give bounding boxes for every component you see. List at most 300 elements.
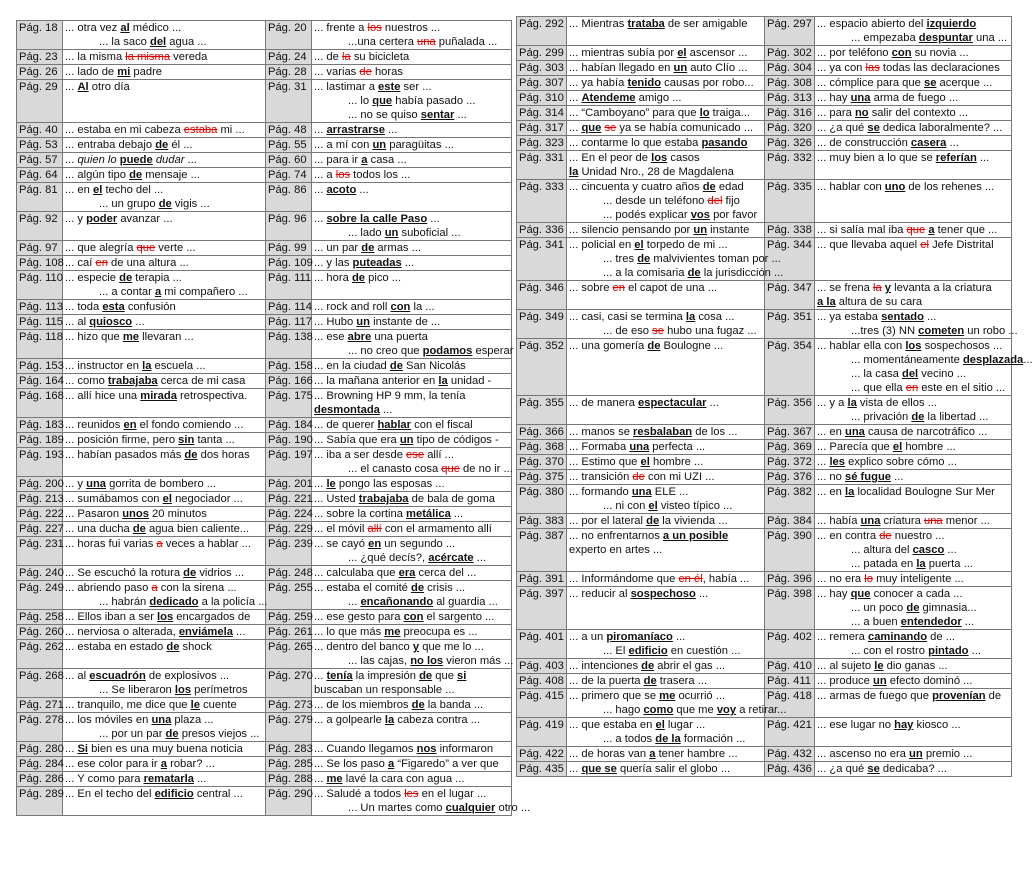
corrected-word: de bbox=[166, 641, 180, 653]
errata-line: ... Informándome que en él, había ... bbox=[569, 573, 750, 585]
corrected-word: un bbox=[673, 62, 688, 74]
errata-row bbox=[517, 485, 1012, 514]
deleted-word: se bbox=[652, 325, 664, 337]
errata-text bbox=[63, 625, 266, 640]
errata-text bbox=[815, 659, 1012, 674]
errata-row bbox=[517, 180, 1012, 223]
corrected-word: este bbox=[378, 81, 401, 93]
errata-row bbox=[17, 153, 512, 168]
corrected-word: esta bbox=[102, 301, 125, 313]
errata-line: ... ya había tenido causas por robo... bbox=[569, 77, 754, 89]
page-ref: Pág. 369 bbox=[765, 440, 815, 455]
corrected-word: edificio bbox=[154, 788, 194, 800]
errata-text bbox=[815, 121, 1012, 136]
page-ref: Pág. 396 bbox=[765, 572, 815, 587]
corrected-word: a bbox=[154, 286, 162, 298]
errata-text bbox=[63, 507, 266, 522]
corrected-word: puede bbox=[119, 154, 153, 166]
errata-text bbox=[63, 80, 266, 123]
errata-line: ... la casa del vecino ... bbox=[851, 368, 967, 380]
errata-line: ... ese gesto para con el sargento ... bbox=[314, 611, 495, 623]
corrected-word: de bbox=[158, 198, 172, 210]
page-ref: Pág. 332 bbox=[765, 151, 815, 180]
errata-text bbox=[63, 183, 266, 212]
deleted-word: las bbox=[865, 62, 880, 74]
errata-text bbox=[815, 529, 1012, 572]
errata-text bbox=[312, 581, 512, 610]
errata-text bbox=[815, 281, 1012, 310]
page-ref: Pág. 24 bbox=[266, 50, 312, 65]
deleted-word: de bbox=[879, 530, 892, 542]
corrected-word: la bbox=[569, 166, 579, 178]
page-ref: Pág. 114 bbox=[266, 300, 312, 315]
page-ref: Pág. 29 bbox=[17, 80, 63, 123]
errata-row bbox=[17, 566, 512, 581]
errata-text bbox=[567, 106, 765, 121]
errata-line: ... Un martes como cualquier otro ... bbox=[348, 802, 531, 814]
errata-line: ... Atendeme amigo ... bbox=[569, 92, 682, 104]
errata-text bbox=[63, 168, 266, 183]
errata-line: ... me lavé la cara con agua ... bbox=[314, 773, 465, 785]
errata-text bbox=[567, 630, 765, 659]
errata-text bbox=[63, 669, 266, 698]
errata-line: ... el móvil allí con el armamento allí bbox=[314, 523, 492, 535]
errata-text bbox=[312, 742, 512, 757]
page-ref: Pág. 222 bbox=[17, 507, 63, 522]
errata-text bbox=[312, 448, 512, 477]
page-ref: Pág. 303 bbox=[517, 61, 567, 76]
errata-row bbox=[17, 256, 512, 271]
errata-text bbox=[312, 507, 512, 522]
corrected-word: sé fugue bbox=[845, 471, 892, 483]
errata-text bbox=[567, 91, 765, 106]
errata-row bbox=[17, 80, 512, 123]
page-ref: Pág. 313 bbox=[765, 91, 815, 106]
errata-line: ... sumábamos con el negociador ... bbox=[65, 493, 243, 505]
corrected-word: los bbox=[157, 611, 174, 623]
corrected-word: una bbox=[86, 478, 107, 490]
corrected-word: abre bbox=[347, 331, 372, 343]
errata-line: ... se cayó en un segundo ... bbox=[314, 538, 456, 550]
corrected-word: de bbox=[687, 267, 701, 279]
errata-text bbox=[567, 587, 765, 630]
errata-text bbox=[312, 256, 512, 271]
corrected-word: hablar bbox=[377, 419, 412, 431]
errata-line: ... lado de mi padre bbox=[65, 66, 163, 78]
deleted-word: allí bbox=[367, 523, 382, 535]
errata-row bbox=[517, 106, 1012, 121]
errata-line: ... Hubo un instante de ... bbox=[314, 316, 441, 328]
errata-line: ... hora de pico ... bbox=[314, 272, 402, 284]
page-ref: Pág. 432 bbox=[765, 747, 815, 762]
page-ref: Pág. 239 bbox=[266, 537, 312, 566]
errata-row bbox=[17, 625, 512, 640]
errata-line: ... abriendo paso a con la sirena ... bbox=[65, 582, 237, 594]
page-ref: Pág. 229 bbox=[266, 522, 312, 537]
errata-text bbox=[312, 271, 512, 300]
corrected-word: un bbox=[909, 748, 923, 760]
errata-row bbox=[17, 742, 512, 757]
errata-row bbox=[517, 121, 1012, 136]
corrected-word: Si bbox=[77, 743, 89, 755]
errata-row bbox=[517, 425, 1012, 440]
page-ref: Pág. 260 bbox=[17, 625, 63, 640]
page-ref: Pág. 271 bbox=[17, 698, 63, 713]
corrected-word: vos bbox=[690, 209, 710, 221]
errata-line: ... ¿a qué se dedicaba? ... bbox=[817, 763, 948, 775]
deleted-word: a bbox=[151, 582, 158, 594]
page-ref: Pág. 370 bbox=[517, 455, 567, 470]
corrected-word: el bbox=[634, 239, 644, 251]
errata-line: ... que se quería salir el globo ... bbox=[569, 763, 731, 775]
deleted-word: una bbox=[923, 515, 943, 527]
page-ref: Pág. 341 bbox=[517, 238, 567, 281]
errata-row bbox=[17, 772, 512, 787]
corrected-word: voy bbox=[716, 704, 737, 716]
errata-line: ... las cajas, no los vieron más ... bbox=[348, 655, 514, 667]
corrected-word: la bbox=[916, 558, 926, 570]
corrected-word: de bbox=[906, 602, 920, 614]
errata-row bbox=[517, 572, 1012, 587]
errata-text bbox=[567, 223, 765, 238]
corrected-word: mirada bbox=[140, 390, 177, 402]
corrected-word: con bbox=[403, 611, 424, 623]
corrected-word: poder bbox=[86, 213, 118, 225]
errata-line: ... en la ciudad de San Nicolás bbox=[314, 360, 466, 372]
corrected-word: un bbox=[372, 139, 387, 151]
errata-text bbox=[815, 630, 1012, 659]
page-ref: Pág. 118 bbox=[17, 330, 63, 359]
corrected-word: de bbox=[646, 515, 660, 527]
corrected-word: de bbox=[165, 728, 179, 740]
corrected-word: no bbox=[854, 107, 869, 119]
errata-text bbox=[63, 330, 266, 359]
errata-line: ... hablar con uno de los rehenes ... bbox=[817, 181, 995, 193]
page-ref: Pág. 410 bbox=[765, 659, 815, 674]
errata-line: ... posición firme, pero sin tanta ... bbox=[65, 434, 235, 446]
page-ref: Pág. 262 bbox=[17, 640, 63, 669]
page-ref: Pág. 402 bbox=[765, 630, 815, 659]
corrected-word: que bbox=[372, 95, 393, 107]
errata-row bbox=[517, 762, 1012, 777]
corrected-word: pintado bbox=[928, 645, 969, 657]
errata-line: ... arrastrarse ... bbox=[314, 124, 398, 136]
corrected-word: una bbox=[845, 426, 865, 438]
corrected-word: edificio bbox=[628, 645, 668, 657]
page-ref: Pág. 227 bbox=[17, 522, 63, 537]
deleted-word: la bbox=[342, 51, 351, 63]
errata-line: ... Se escuchó la rotura de vidrios ... bbox=[65, 567, 245, 579]
errata-line: ... hago como que me voy a retirar... bbox=[603, 704, 787, 716]
errata-line: ... un poco de gimnasia... bbox=[851, 602, 977, 614]
errata-line: ... estaba el comité de crisis ... bbox=[314, 582, 466, 594]
page-ref: Pág. 74 bbox=[266, 168, 312, 183]
page-ref: Pág. 415 bbox=[517, 689, 567, 718]
errata-row bbox=[17, 492, 512, 507]
errata-row bbox=[17, 300, 512, 315]
deleted-word: en bbox=[905, 382, 919, 394]
errata-line: ... policial en el torpedo de mi ... bbox=[569, 239, 728, 251]
errata-line: ... como trabajaba cerca de mi casa bbox=[65, 375, 246, 387]
errata-row bbox=[517, 747, 1012, 762]
errata-row bbox=[517, 61, 1012, 76]
page-ref: Pág. 240 bbox=[17, 566, 63, 581]
errata-text bbox=[63, 537, 266, 566]
errata-text bbox=[312, 477, 512, 492]
errata-text bbox=[312, 300, 512, 315]
corrected-word: me bbox=[384, 626, 401, 638]
page-ref: Pág. 323 bbox=[517, 136, 567, 151]
errata-line: ... al escuadrón de explosivos ... bbox=[65, 670, 230, 682]
corrected-word: la bbox=[845, 486, 855, 498]
errata-line: ... de querer hablar con el fiscal bbox=[314, 419, 473, 431]
errata-line: ... Se liberaron los perímetros bbox=[99, 684, 248, 696]
errata-row bbox=[517, 76, 1012, 91]
errata-row bbox=[17, 241, 512, 256]
corrected-word: trabajaba bbox=[107, 375, 158, 387]
page-ref: Pág. 347 bbox=[765, 281, 815, 310]
errata-text bbox=[63, 21, 266, 50]
errata-text bbox=[63, 566, 266, 581]
errata-row bbox=[17, 787, 512, 816]
errata-text bbox=[312, 418, 512, 433]
errata-line: ... quien lo puede dudar ... bbox=[65, 154, 197, 166]
errata-text bbox=[567, 310, 765, 339]
errata-text bbox=[567, 718, 765, 747]
page-ref: Pág. 280 bbox=[17, 742, 63, 757]
page-ref: Pág. 110 bbox=[17, 271, 63, 300]
corrected-word: de bbox=[641, 660, 655, 672]
errata-row bbox=[517, 238, 1012, 281]
left-errata-table bbox=[16, 20, 531, 816]
errata-line: ... la misma la misma vereda bbox=[65, 51, 208, 63]
errata-text bbox=[815, 46, 1012, 61]
errata-line: ... a todos de la formación ... bbox=[603, 733, 746, 745]
errata-row bbox=[517, 689, 1012, 718]
corrected-word: lo bbox=[699, 107, 710, 119]
errata-line: ... instructor en la escuela ... bbox=[65, 360, 206, 372]
page-ref: Pág. 292 bbox=[517, 17, 567, 46]
corrected-word: con bbox=[390, 301, 411, 313]
page-ref: Pág. 92 bbox=[17, 212, 63, 241]
errata-text bbox=[567, 151, 765, 180]
page-ref: Pág. 299 bbox=[517, 46, 567, 61]
errata-text bbox=[312, 669, 512, 698]
corrected-word: el bbox=[162, 493, 172, 505]
corrected-word: no los bbox=[410, 655, 444, 667]
errata-line: ... En el peor de los casos bbox=[569, 152, 700, 164]
corrected-word: y bbox=[884, 282, 892, 294]
errata-line: ... espacio abierto del izquierdo bbox=[817, 18, 977, 30]
errata-text bbox=[312, 241, 512, 256]
errata-line: ... por un par de presos viejos ... bbox=[99, 728, 260, 740]
errata-line: ... casi, casi se termina la cosa ... bbox=[569, 311, 735, 323]
errata-text bbox=[815, 17, 1012, 46]
corrected-word: la bbox=[685, 311, 696, 323]
corrected-word: caminando bbox=[867, 631, 928, 643]
errata-line: ... horas fui varias a veces a hablar ... bbox=[65, 538, 251, 550]
page-ref: Pág. 288 bbox=[266, 772, 312, 787]
errata-text bbox=[567, 136, 765, 151]
corrected-word: al bbox=[120, 22, 130, 34]
page-ref: Pág. 109 bbox=[266, 256, 312, 271]
errata-row bbox=[17, 65, 512, 80]
errata-row bbox=[17, 610, 512, 625]
corrected-word: el bbox=[677, 47, 687, 59]
errata-row bbox=[17, 21, 512, 50]
page-ref: Pág. 317 bbox=[517, 121, 567, 136]
page-ref: Pág. 231 bbox=[17, 537, 63, 566]
errata-row bbox=[17, 168, 512, 183]
errata-text bbox=[312, 698, 512, 713]
errata-text bbox=[63, 315, 266, 330]
errata-text bbox=[312, 640, 512, 669]
errata-text bbox=[815, 61, 1012, 76]
errata-line: ... rock and roll con la ... bbox=[314, 301, 435, 313]
errata-row bbox=[17, 315, 512, 330]
corrected-word: desplazada bbox=[962, 354, 1024, 366]
corrected-word: quiosco bbox=[89, 316, 133, 328]
errata-text bbox=[815, 718, 1012, 747]
errata-line: ... transición de con mi UZI ... bbox=[569, 471, 715, 483]
page-ref: Pág. 418 bbox=[765, 689, 815, 718]
page-ref: Pág. 213 bbox=[17, 492, 63, 507]
page-ref: Pág. 375 bbox=[517, 470, 567, 485]
page-ref: Pág. 117 bbox=[266, 315, 312, 330]
corrected-word: se bbox=[923, 77, 937, 89]
errata-line: ...una certera una puñalada ... bbox=[348, 36, 498, 48]
errata-text bbox=[63, 418, 266, 433]
page-ref: Pág. 28 bbox=[266, 65, 312, 80]
errata-line: ... que se ya se había comunicado ... bbox=[569, 122, 754, 134]
page-ref: Pág. 336 bbox=[517, 223, 567, 238]
page-ref: Pág. 290 bbox=[266, 787, 312, 816]
corrected-word: pasando bbox=[701, 137, 748, 149]
errata-line: ... ese abre una puerta bbox=[314, 331, 428, 343]
corrected-word: de bbox=[411, 699, 425, 711]
corrected-word: resbalaban bbox=[633, 426, 693, 438]
page-ref: Pág. 189 bbox=[17, 433, 63, 448]
errata-line: ... de la su bicicleta bbox=[314, 51, 410, 63]
corrected-word: hay bbox=[894, 719, 914, 731]
errata-text bbox=[567, 440, 765, 455]
errata-line: ... Al otro día bbox=[65, 81, 130, 93]
corrected-word: referían bbox=[935, 152, 977, 164]
errata-line: ... a contar a mi compañero ... bbox=[99, 286, 248, 298]
errata-line: ... encañonando al guardia ... bbox=[348, 596, 498, 608]
page-ref: Pág. 40 bbox=[17, 123, 63, 138]
errata-row bbox=[517, 529, 1012, 572]
errata-line: ... habían pasados más de dos horas bbox=[65, 449, 250, 461]
page-ref: Pág. 273 bbox=[266, 698, 312, 713]
errata-text bbox=[567, 425, 765, 440]
errata-row bbox=[517, 151, 1012, 180]
corrected-word: trabajaba bbox=[358, 493, 409, 505]
errata-line: ... entraba debajo de él ... bbox=[65, 139, 193, 151]
errata-line: ... al sujeto le dio ganas ... bbox=[817, 660, 948, 672]
errata-line: ... no era lo muy inteligente ... bbox=[817, 573, 964, 585]
corrected-word: cometen bbox=[918, 325, 965, 337]
errata-text bbox=[312, 183, 512, 212]
errata-text bbox=[312, 787, 531, 816]
page-ref: Pág. 26 bbox=[17, 65, 63, 80]
corrected-word: la bbox=[142, 360, 152, 372]
errata-line: ... primero que se me ocurrió ... bbox=[569, 690, 726, 702]
errata-text bbox=[815, 339, 1033, 396]
errata-line: ... lo que había pasado ... bbox=[348, 95, 476, 107]
errata-line: ... allí hice una mirada retrospectiva. bbox=[65, 390, 248, 402]
errata-line: ... hay que conocer a cada ... bbox=[817, 588, 963, 600]
corrected-word: de bbox=[911, 411, 925, 423]
errata-row bbox=[517, 440, 1012, 455]
errata-text bbox=[312, 610, 512, 625]
page-ref: Pág. 99 bbox=[266, 241, 312, 256]
page-ref: Pág. 355 bbox=[517, 396, 567, 425]
errata-row bbox=[17, 640, 512, 669]
page-ref: Pág. 285 bbox=[266, 757, 312, 772]
corrected-word: arrastrarse bbox=[326, 124, 385, 136]
page-ref: Pág. 304 bbox=[765, 61, 815, 76]
errata-line: ... y a la vista de ellos ... bbox=[817, 397, 938, 409]
page-ref: Pág. 57 bbox=[17, 153, 63, 168]
page-ref: Pág. 279 bbox=[266, 713, 312, 742]
errata-text bbox=[312, 212, 512, 241]
errata-text bbox=[63, 300, 266, 315]
errata-line: ... varias de horas bbox=[314, 66, 403, 78]
errata-line: ... reunidos en el fondo comiendo ... bbox=[65, 419, 244, 431]
page-ref: Pág. 224 bbox=[266, 507, 312, 522]
italic-text: quien lo bbox=[77, 154, 117, 166]
corrected-word: de bbox=[361, 242, 375, 254]
errata-row bbox=[517, 659, 1012, 674]
errata-text bbox=[312, 80, 512, 123]
corrected-word: el bbox=[648, 500, 658, 512]
errata-line: ... de eso se hubo una fugaz ... bbox=[603, 325, 757, 337]
page-ref: Pág. 401 bbox=[517, 630, 567, 659]
errata-line: ... un grupo de vigis ... bbox=[99, 198, 210, 210]
page-ref: Pág. 403 bbox=[517, 659, 567, 674]
errata-row bbox=[17, 50, 512, 65]
deleted-word: que bbox=[906, 224, 926, 236]
errata-text bbox=[567, 659, 765, 674]
corrected-word: de bbox=[183, 567, 197, 579]
errata-text bbox=[567, 339, 765, 396]
corrected-word: piromaníaco bbox=[606, 631, 673, 643]
errata-text bbox=[815, 514, 1012, 529]
errata-line: ... caí en de una altura ... bbox=[65, 257, 189, 269]
page-ref: Pág. 64 bbox=[17, 168, 63, 183]
errata-line: ... manos se resbalaban de los ... bbox=[569, 426, 738, 438]
corrected-word: rematarla bbox=[143, 773, 194, 785]
errata-line: ... los móviles en una plaza ... bbox=[65, 714, 214, 726]
corrected-word: enviámela bbox=[178, 626, 233, 638]
errata-row bbox=[517, 718, 1012, 747]
errata-line: ... silencio pensando por un instante bbox=[569, 224, 750, 236]
errata-row bbox=[17, 522, 512, 537]
corrected-word: el bbox=[640, 456, 650, 468]
errata-line: ... habían llegado en un auto Clío ... bbox=[569, 62, 748, 74]
corrected-word: les bbox=[829, 456, 845, 468]
page-ref: Pág. 326 bbox=[765, 136, 815, 151]
page-ref: Pág. 113 bbox=[17, 300, 63, 315]
corrected-word: le bbox=[874, 660, 884, 672]
corrected-word: casera bbox=[910, 137, 947, 149]
corrected-word: de bbox=[647, 340, 661, 352]
errata-text bbox=[63, 772, 266, 787]
errata-text bbox=[567, 514, 765, 529]
errata-line: ... de construcción casera ... bbox=[817, 137, 959, 149]
errata-line: ... de los miembros de la banda ... bbox=[314, 699, 484, 711]
